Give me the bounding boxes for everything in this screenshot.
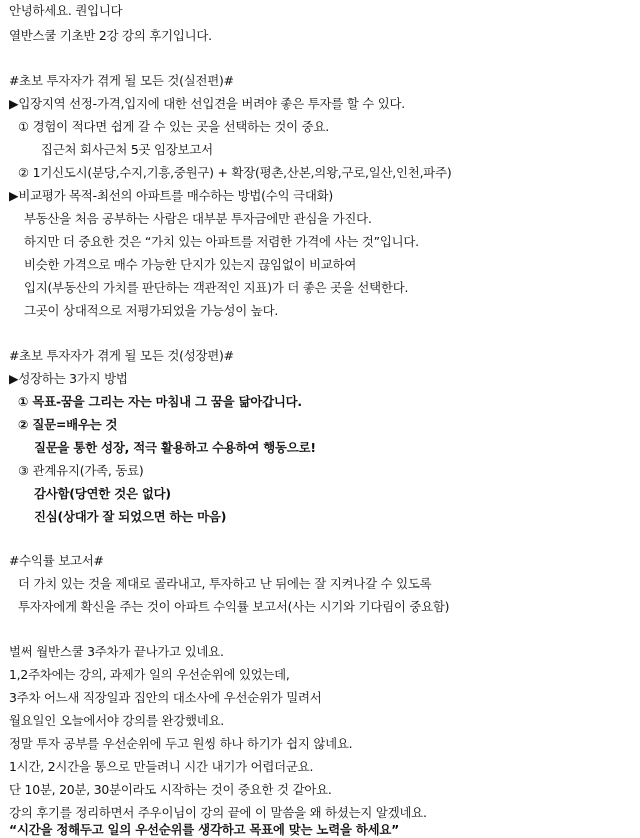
list-item-experience: ① 경험이 적다면 쉽게 갈 수 있는 곳을 선택하는 것이 중요. xyxy=(18,119,329,134)
section-heading-return-report: #수익률 보고서# xyxy=(9,553,104,568)
list-item-question: ② 질문=배우는 것 xyxy=(18,417,118,432)
paragraph-line: 부동산을 처음 공부하는 사람은 대부분 투자금에만 관심을 가진다. xyxy=(24,211,372,226)
list-subitem-sincerity: 진심(상대가 잘 되었으면 하는 마음) xyxy=(34,509,227,524)
paragraph-line: 입지(부동산의 가치를 판단하는 객관적인 지표)가 더 좋은 곳을 선택한다. xyxy=(24,280,409,295)
paragraph-line: 비슷한 가격으로 매수 가능한 단지가 있는지 끊임없이 비교하여 xyxy=(24,257,357,272)
closing-line: 월요일인 오늘에서야 강의를 완강했네요. xyxy=(9,713,225,728)
list-item-relationship: ③ 관계유지(가족, 동료) xyxy=(18,463,144,478)
closing-line: 정말 투자 공부를 우선순위에 두고 원씽 하나 하기가 쉽지 않네요. xyxy=(9,736,353,751)
bullet-location-selection: ▶입장지역 선정-가격,입지에 대한 선입견을 버려야 좋은 투자를 할 수 있다. xyxy=(9,96,406,111)
paragraph-line: 투자자에게 확신을 주는 것이 아파트 수익률 보고서(사는 시기와 기다림이 중요함) xyxy=(18,599,450,614)
closing-line: 벌써 월반스쿨 3주차가 끝나가고 있네요. xyxy=(9,644,224,659)
list-subitem-question-growth: 질문을 통한 성장, 적극 활용하고 수용하여 행동으로! xyxy=(34,440,316,455)
closing-line: 1시간, 2시간을 통으로 만들려니 시간 내기가 어렵더군요. xyxy=(9,759,314,774)
bullet-comparison: ▶비교평가 목적-최선의 아파트를 매수하는 방법(수익 극대화) xyxy=(9,188,334,203)
closing-line: 3주차 어느새 직장일과 집안의 대소사에 우선순위가 밀려서 xyxy=(9,690,322,705)
section-heading-practice: #초보 투자자가 겪게 될 모든 것(실전편)# xyxy=(9,73,234,88)
greeting-line: 안녕하세요. 퀀입니다 xyxy=(9,3,123,18)
intro-line: 열반스쿨 기초반 2강 강의 후기입니다. xyxy=(9,28,212,43)
closing-line: 강의 후기를 정리하면서 주우이님이 강의 끝에 이 말씀을 왜 하셨는지 알겠네요. xyxy=(9,805,427,820)
section-heading-growth: #초보 투자자가 겪게 될 모든 것(성장편)# xyxy=(9,348,234,363)
paragraph-line: 그곳이 상대적으로 저평가되었을 가능성이 높다. xyxy=(24,303,279,318)
closing-quote: “시간을 정해두고 일의 우선순위를 생각하고 목표에 맞는 노력을 하세요” xyxy=(9,822,400,837)
list-item-new-towns: ② 1기신도시(분당,수지,기흥,중원구) + 확장(평촌,산본,의왕,구로,일산,인천,파주) xyxy=(18,165,452,180)
paragraph-line: 하지만 더 중요한 것은 “가치 있는 아파트를 저렴한 가격에 사는 것”입니다. xyxy=(24,234,419,249)
bullet-growth-methods: ▶성장하는 3가지 방법 xyxy=(9,371,128,386)
list-subitem-gratitude: 감사함(당연한 것은 없다) xyxy=(34,486,171,501)
closing-line: 단 10분, 20분, 30분이라도 시작하는 것이 중요한 것 같아요. xyxy=(9,782,332,797)
list-item-goal: ① 목표-꿈을 그리는 자는 마침내 그 꿈을 닮아갑니다. xyxy=(18,394,302,409)
list-subitem-nearby-reports: 집근처 회사근처 5곳 임장보고서 xyxy=(41,142,213,157)
paragraph-line: 더 가치 있는 것을 제대로 골라내고, 투자하고 난 뒤에는 잘 지켜나갈 수 있도록 xyxy=(18,576,432,591)
closing-line: 1,2주차에는 강의, 과제가 일의 우선순위에 있었는데, xyxy=(9,667,290,682)
